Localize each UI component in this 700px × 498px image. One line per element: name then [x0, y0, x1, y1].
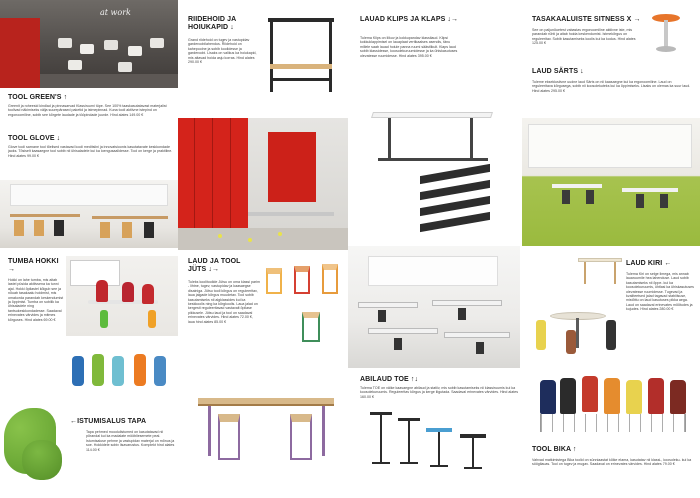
greens-chairs-photo — [0, 0, 178, 88]
tasakaaluiste-title: TASAKAALUISTE SITNESS X → — [532, 16, 641, 23]
juts-chair — [290, 414, 312, 460]
hokki-stool-blue2 — [154, 356, 166, 386]
chair-shape — [34, 220, 44, 236]
red-lockers-photo — [178, 118, 348, 250]
bika-chair — [626, 380, 642, 414]
chair-shape — [394, 338, 402, 350]
table-shape — [368, 328, 438, 334]
toe-stem — [380, 415, 382, 463]
toe-stem — [472, 438, 474, 468]
laud-sarts-body: Tuleme ekseklusiivne uudne laud Särts on nii kaasaegne kui ka ergonoomiline. Laud on reguleeritava kõrgusega, sobib nii koosolekuteks kui ka õppimiseks. Lisaks on olemas ka suur laud. Hind alates 295.00 € — [532, 80, 691, 93]
table-shape — [622, 188, 678, 192]
kiri-table-leg — [584, 262, 586, 284]
locker-block — [178, 118, 248, 228]
chair-shape — [58, 38, 72, 48]
table-shape — [552, 184, 602, 188]
bika-chair — [648, 378, 664, 414]
bika-legs — [540, 414, 686, 432]
tapa-seat-cushion — [22, 440, 62, 480]
table-shape — [444, 332, 510, 338]
chair-shape — [150, 38, 164, 48]
klips-table-base — [378, 158, 488, 161]
bika-chair — [540, 380, 556, 414]
coat-rack-post — [270, 20, 273, 92]
chair-shape — [68, 60, 82, 70]
riidehoid-body: Grand riidehoid on tugev ja vastupidav garderoobilahendus. Riidehoid on kahepoolne ja sobib koolidesse ja garderoobi. Lisaks on valikus ka hoiukapid, mis aitavad hoida asju korras. Hind alates 290.00 € — [188, 38, 257, 65]
ball — [248, 238, 252, 242]
sitness-base — [656, 46, 676, 52]
hokki-stool — [148, 310, 156, 328]
hokki-stool-teal — [112, 356, 124, 386]
laud-tool-juts-title: LAUD JA TOOL JÜTS ↓→ — [188, 258, 241, 273]
hokki-stool-orange — [134, 354, 146, 386]
glove-chairs-photo — [0, 180, 178, 248]
tool-greens-title: TOOL GREEN'S ↑ — [8, 94, 68, 101]
juts-table-leg — [322, 406, 325, 456]
klips-table-leg — [470, 118, 473, 160]
locker-line — [194, 118, 195, 228]
laud-sarts-title: LAUD SÄRTS ↓ — [532, 68, 584, 75]
klips-table-leg — [388, 118, 391, 160]
whiteboard — [70, 260, 120, 286]
toe-base — [464, 467, 482, 469]
abilaud-toe-title: ABILAUD TOE ↑↓ — [360, 376, 419, 383]
classroom-tables-photo — [348, 246, 520, 368]
tool-bika-body: Vahvad matkimistega Bika toolid on sünniaastat kõike elama, kasutatav nii klassi-, koosoleku- kui ka söögilauas. Tool on tugev ja mugav. Saadaval on erinevates värvides. Hind alates 79.00 € — [532, 458, 692, 467]
bench — [248, 212, 334, 216]
chair-shape — [606, 320, 616, 350]
laud-tool-juts-body: Tuleks koolitoolide Jütsu on oma klassi parim - lihtne, tugev, vastupidav ja kaasaegse disainiga. Jütsu tooli kõrgus on reguleeritav, laua jalgade kõrgus muudetav. Tool sobib kasutamiseks nii algklassides kui ka keskkoolis ning ka kõrgkoolis. Laua jalad on kergesti reguleeritavad vastavalt õpilase pikkusele. Jütsu laud ja tool on saadaval erinevates värvides. Hind alates 72.00 €, laua hind alates 85.00 € — [188, 280, 260, 324]
chair-shape — [144, 222, 154, 238]
folded-table — [420, 212, 490, 232]
chair-shape — [100, 222, 110, 238]
table-shape — [358, 302, 418, 308]
floor — [178, 228, 348, 250]
round-table-leg — [576, 318, 579, 348]
locker-line — [212, 118, 213, 228]
juts-chair-red — [294, 266, 310, 294]
chair-shape — [128, 46, 142, 56]
laud-kiri-body: Tulema Kiri on selge ilmega, mis annab lauaruumile hea lahenduse. Laud sobib kasutamiseks nii õppe- kui ka koosolekuruumis, ühtlasi ka ühiskasutuses olevatesse ruumidesse. Tugevad ja kvaliteetsed jalad tagavad stabiilsuse, mistõttu on laud kasutuses pikka aega. Laud on saadaval erinevates mõõtudes ja kujudes. Hind alates 280.00 € — [626, 272, 694, 312]
coat-rack-post — [329, 20, 332, 92]
toe-stem — [438, 432, 440, 466]
sarts-room-photo — [522, 118, 700, 246]
bika-chair — [582, 376, 598, 412]
juts-chair — [218, 414, 240, 460]
tumba-hokki-body: Hokki on lahe tumba, mis aitab lastel püsida aktiivsena ka tunni ajal. Hokki õpilastel kõigub see ja nõuab tasakaalu hoidmist, mis omakorda parandab keskendumist ja õppimist. Tumba on sobilik ka ühisaladele ning tantsukeskkondadesse. Saadaval erinevates värvides ja mitmes kõrguses. Hind alates 69.00 € — [8, 278, 64, 322]
table-shape — [10, 214, 80, 217]
locker-line — [230, 118, 231, 228]
red-wall-panel — [0, 18, 40, 88]
chair-shape — [660, 194, 668, 208]
at-work-banner: at work — [100, 8, 131, 17]
ball — [218, 234, 222, 238]
tool-glove-title: TOOL GLOVE ↓ — [8, 135, 61, 142]
tasakaaluiste-body: See on paljunõuetest vabastav ergonoomiline aktiivne iste, mis parandab rühti ja aitab hoida keskendumist. Istmekõrgus on reguleeritav. Sobib kasutamiseks koolis kui ka kodus. Hind alates 125.00 € — [532, 28, 636, 46]
hokki-kids-photo — [66, 256, 178, 336]
juts-chair-blue — [266, 268, 282, 294]
child-red — [96, 280, 108, 302]
floor — [40, 74, 178, 88]
bika-chair — [560, 378, 576, 414]
chair-shape — [54, 220, 64, 236]
chair-shape — [14, 220, 24, 236]
chair-shape — [476, 342, 484, 354]
bika-chair — [604, 378, 620, 414]
hokki-stool — [100, 310, 108, 328]
chair-shape — [586, 190, 594, 204]
window — [528, 124, 692, 168]
abilaud-toe-body: Tulema TOE on väike kaasaegne abilaud ja statiiv, mis sobib kasutamiseks nii klassiruumis kui ka koosolekuruumis. Reguleeritav kõrgus ja kerge liigutada. Saadaval erinevates värvides. Hind alates 160.00 € — [360, 386, 519, 399]
hokki-stool-green — [92, 354, 104, 386]
chair-shape — [562, 190, 570, 204]
chair-shape — [378, 310, 386, 322]
juts-chair-blue2 — [322, 264, 338, 294]
coat-rack-frame — [268, 18, 334, 22]
istumisalus-tapa-title: ←ISTUMISALUS TAPA — [70, 418, 147, 425]
toe-base — [400, 462, 418, 464]
locker-block — [268, 132, 316, 202]
tool-bika-title: TOOL BIKA ↑ — [532, 446, 577, 453]
ball — [278, 232, 282, 236]
toe-base — [430, 465, 448, 467]
laud-kiri-title: LAUD KIRI ← — [626, 260, 672, 267]
chair-shape — [80, 44, 94, 54]
lauad-klips-body: Tulema Klips on liikuv ja kokkupandav klassilaud. Klipsi kokkuklappimisel on lauaplaat vertikaalses asendis, tänu millele saab lauad hoiule panna ruumi säästlikult. Klaps laud sobib klassidesse, koosolekuruumidesse ja ka ühiskasutuses olevatesse ruumidesse. Hind alates 395.00 € — [360, 36, 458, 58]
juts-table-leg — [208, 406, 211, 456]
juts-table-top — [198, 398, 334, 406]
chair-shape — [636, 194, 644, 208]
kiri-table-leg — [614, 262, 616, 284]
tool-glove-body: Glove tooli sarnane tool tõelised vastavad kooli meditsiini ja innovatsioonis kasutatavate keskkondade jaoks. Tõsiselt kaasaegne tool sobib nii ühisaladele kui ka loengusaalidesse. Tool on kerge ja praktiline. Hind alates 99.00 € — [8, 145, 173, 158]
window — [368, 256, 498, 286]
riidehoid-title: RIIDEHOID JA HOIUKAPID ↓ — [188, 16, 237, 31]
chair-shape — [118, 62, 132, 72]
coat-rack-shelf — [270, 78, 332, 81]
window — [10, 184, 168, 206]
chair-shape — [104, 40, 118, 50]
table-shape — [92, 216, 168, 219]
child-red — [122, 282, 134, 302]
coat-rack-bench — [270, 64, 332, 69]
istumisalus-tapa-body: Tapa pehmed moodulistumed on kasutatavad nii põrandal kui ka madalate mööbliesemete peal. Istumisaluse pehme ja vastupidav materjal on mõnus ja soe. Hokkidele sobiv lisavarustus. Komplekt hind alates 114.00 € — [86, 430, 175, 452]
chair-shape — [458, 308, 466, 320]
child-red — [142, 284, 154, 304]
juts-chair-green — [302, 312, 320, 342]
bika-chair — [670, 380, 686, 414]
toe-stem — [408, 421, 410, 463]
tool-greens-body: Greenit ja roheesid kindlad ja pinnasarvad Klassiruumi tüpe. See 100% taaskasutatavast materjalist toolivad näkimiseks välja suurepärased paketid ja istmepinnad. Kuna tooli aktiivne istepind on ergonoomiline, sobib see kõrgete laudade ja tööpindade juurde. Hind alates 149.00 € — [8, 104, 167, 117]
tumba-hokki-title: TUMBA HOKKI → — [8, 258, 59, 273]
chair-shape — [122, 222, 132, 238]
table-shape — [432, 300, 502, 306]
toe-base — [372, 462, 390, 464]
chair-shape — [536, 320, 546, 350]
chair-shape — [566, 330, 576, 354]
lauad-klips-title: LAUAD KLIPS JA KLAPS ↓→ — [360, 16, 459, 23]
hokki-stool-blue — [72, 356, 84, 386]
sitness-stem — [664, 20, 668, 48]
